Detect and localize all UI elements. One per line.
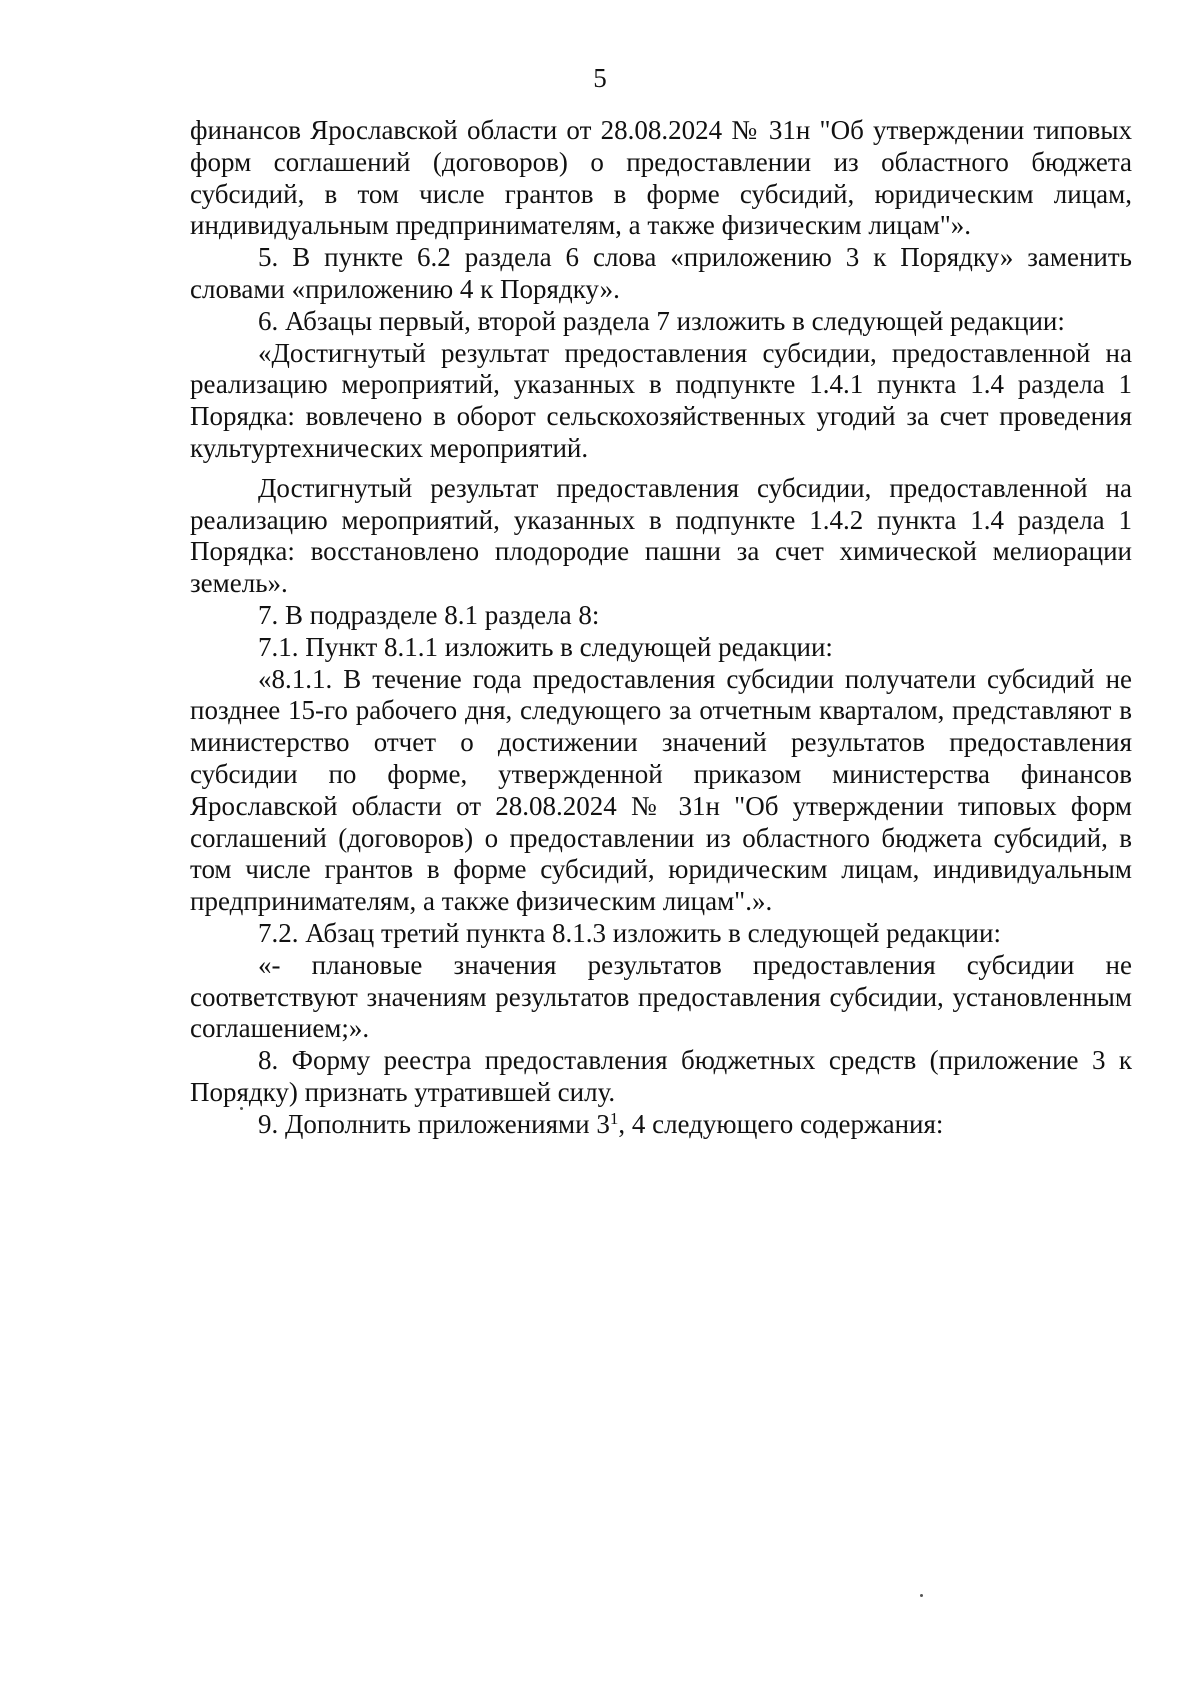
scan-speck bbox=[920, 1594, 923, 1597]
page-number: 5 bbox=[593, 63, 607, 93]
paragraph-item-9-text-end: , 4 следующего содержания: bbox=[618, 1108, 944, 1139]
superscript-index: 1 bbox=[609, 1108, 619, 1128]
paragraph-quote-result-1: «Достигнутый результат предоставления субсидии, предоставленной на реализацию мероприятий, указанных в подпункте 1.4.1 пункта 1.4 раздела 1 Порядка: вовлечено в оборот сельскохозяйственных угодий за счет проведения культуртехнических мероприятий. bbox=[190, 337, 1132, 463]
paragraph-item-8: 8. Форму реестра предоставления бюджетных средств (приложение 3 к Порядку) признать утратившей силу. bbox=[190, 1045, 1132, 1107]
paragraph-quote-planned-values: «- плановые значения результатов предоставления субсидии не соответствуют значениям результатов предоставления субсидии, установленным соглашением;». bbox=[190, 949, 1132, 1044]
paragraph-item-5: 5. В пункте 6.2 раздела 6 слова «приложению 3 к Порядку» заменить словами «приложению 4 к Порядку». bbox=[190, 242, 1132, 304]
document-body bbox=[190, 115, 1132, 1141]
paragraph-item-7-1: 7.1. Пункт 8.1.1 изложить в следующей редакции: bbox=[258, 631, 833, 662]
paragraph-item-9-text: 9. Дополнить приложениями 3 bbox=[258, 1108, 610, 1139]
paragraph-item-7-2: 7.2. Абзац третий пункта 8.1.3 изложить в следующей редакции: bbox=[258, 917, 1001, 948]
paragraph-item-9 bbox=[190, 1109, 1132, 1141]
paragraph-quote-8-1-1: «8.1.1. В течение года предоставления субсидии получатели субсидий не позднее 15-го рабочего дня, следующего за отчетным кварталом, представляют в министерство отчет о достижении значений результатов предоставления субсидии по форме, утвержденной приказом министерства финансов Ярославской области от 28.08.2024 № 31н "Об утверждении типовых форм соглашений (договоров) о предоставлении из областного бюджета субсидий, в том числе грантов в форме субсидий, юридическим лицам, индивидуальным предпринимателям, а также физическим лицам".». bbox=[190, 663, 1132, 917]
paragraph-item-7: 7. В подразделе 8.1 раздела 8: bbox=[258, 599, 600, 630]
scan-speck bbox=[240, 1107, 243, 1110]
paragraph-item-6: 6. Абзацы первый, второй раздела 7 изложить в следующей редакции: bbox=[258, 305, 1065, 336]
paragraph-continuation: финансов Ярославской области от 28.08.2024 № 31н "Об утверждении типовых форм соглашений (договоров) о предоставлении из областного бюджета субсидий, в том числе грантов в форме субсидий, юридическим лицам, индивидуальным предпринимателям, а также физическим лицам"». bbox=[190, 115, 1132, 241]
paragraph-quote-result-2: Достигнутый результат предоставления субсидии, предоставленной на реализацию мероприятий, указанных в подпункте 1.4.2 пункта 1.4 раздела 1 Порядка: восстановлено плодородие пашни за счет химической мелиорации земель». bbox=[190, 472, 1132, 599]
